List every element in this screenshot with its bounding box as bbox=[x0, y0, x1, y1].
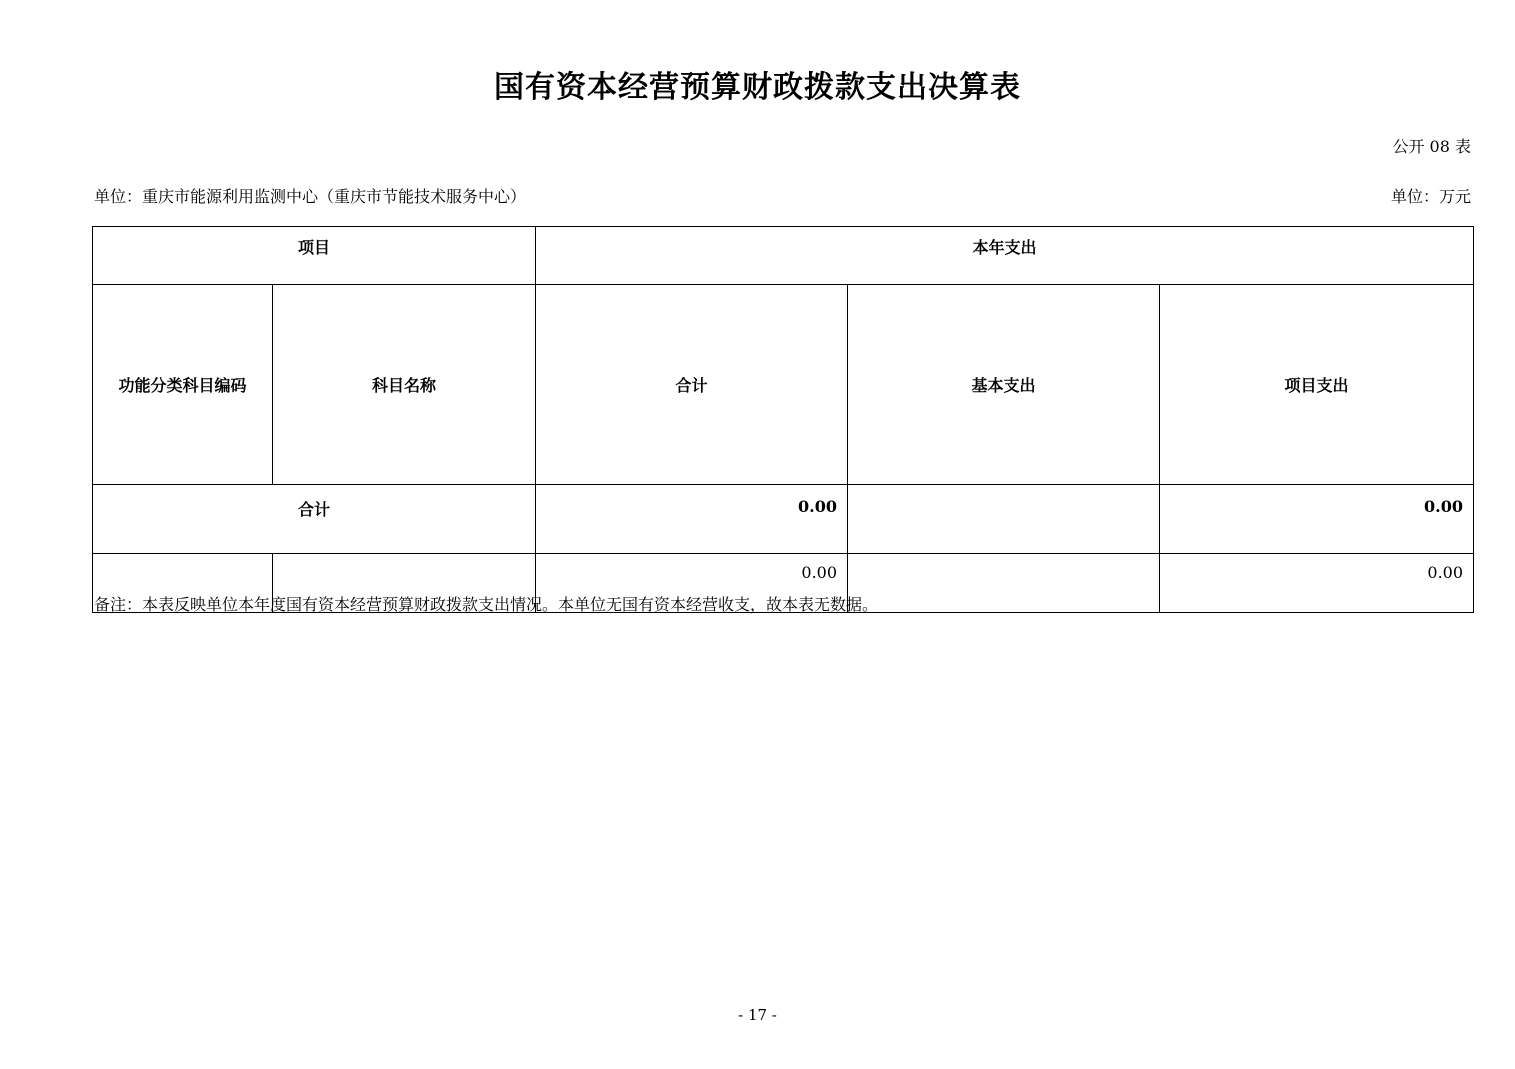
page-title: 国有资本经营预算财政拨款支出决算表 bbox=[494, 70, 1021, 105]
unit-currency: 单位：万元 bbox=[1390, 187, 1471, 206]
total-row-basic bbox=[848, 485, 1160, 554]
table-header-row-2 bbox=[93, 285, 1474, 485]
header-current-year: 本年支出 bbox=[536, 227, 1474, 285]
page-number: - 17 - bbox=[738, 1006, 777, 1024]
table-header-row-1 bbox=[93, 227, 1474, 285]
table-total-row bbox=[93, 485, 1474, 554]
total-row-total: 0.00 bbox=[536, 485, 848, 554]
unit-organization: 单位：重庆市能源利用监测中心（重庆市节能技术服务中心） bbox=[94, 187, 527, 206]
table-note: 备注：本表反映单位本年度国有资本经营预算财政拨款支出情况。本单位无国有资本经营收支，故本表无数据。 bbox=[94, 595, 879, 614]
row-total: 0.00 bbox=[536, 554, 848, 613]
column-header-project: 项目支出 bbox=[1160, 285, 1474, 485]
total-row-project: 0.00 bbox=[1160, 485, 1474, 554]
table-number: 公开 08 表 bbox=[1392, 137, 1471, 156]
expenditure-table bbox=[92, 226, 1474, 613]
column-header-basic: 基本支出 bbox=[848, 285, 1160, 485]
column-header-code: 功能分类科目编码 bbox=[93, 285, 273, 485]
row-basic bbox=[848, 554, 1160, 613]
row-project: 0.00 bbox=[1160, 554, 1474, 613]
header-item: 项目 bbox=[93, 227, 536, 285]
column-header-name: 科目名称 bbox=[273, 285, 536, 485]
column-header-total: 合计 bbox=[536, 285, 848, 485]
total-row-label: 合计 bbox=[93, 485, 536, 554]
